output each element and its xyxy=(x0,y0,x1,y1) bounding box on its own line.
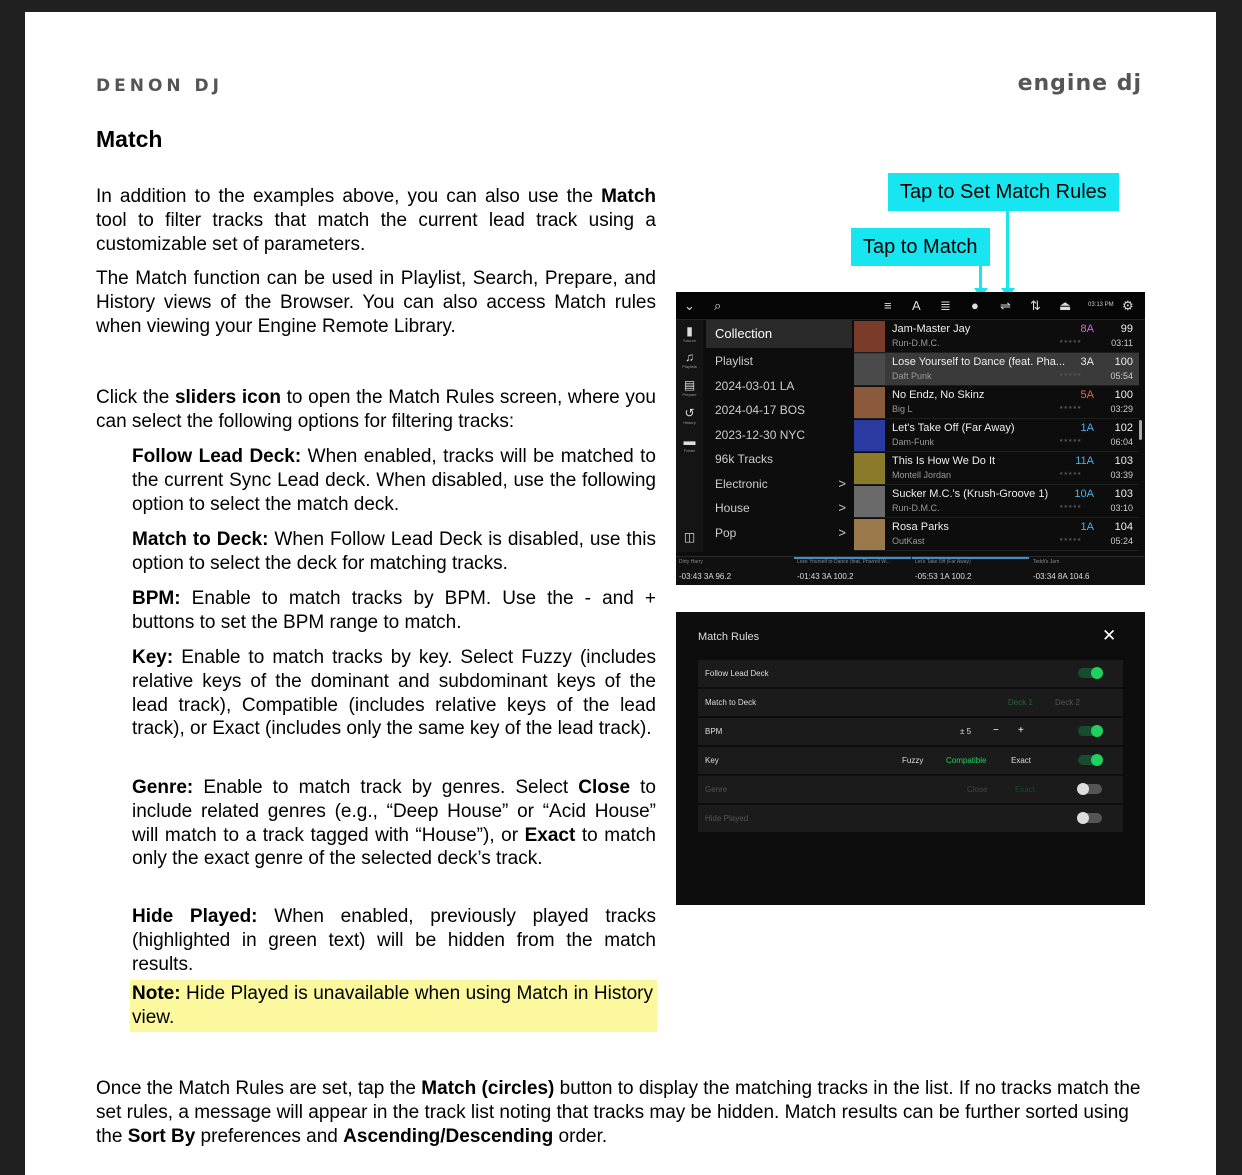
track-key: 1A xyxy=(1080,521,1094,533)
track-artist: Dam-Funk xyxy=(892,437,935,447)
arrow-match xyxy=(979,266,982,289)
callout-set-match-rules: Tap to Set Match Rules xyxy=(888,173,1119,211)
playlist-list xyxy=(706,320,852,552)
playlist-item[interactable]: Collection xyxy=(706,320,852,348)
deck-info: -03:34 8A 104.6 xyxy=(1033,572,1090,581)
clock: 03:13 PM xyxy=(1088,302,1114,308)
bpm-minus-button[interactable]: − xyxy=(993,725,999,736)
edit-list-icon[interactable]: ≡ xyxy=(884,298,892,313)
key-compatible-option[interactable]: Compatible xyxy=(946,756,987,765)
track-row[interactable] xyxy=(854,353,1139,386)
match-rules-screenshot xyxy=(676,612,1145,905)
rating-stars: ★★★★★ xyxy=(1059,372,1082,378)
match-rules-title: Match Rules xyxy=(698,631,760,643)
track-artist: Daft Punk xyxy=(892,371,932,381)
chevron-right-icon: > xyxy=(838,500,846,515)
deck-track-name: Teddi's Jam xyxy=(1033,559,1060,565)
sliders-icon[interactable]: ⇌ xyxy=(1000,298,1011,313)
queue-icon[interactable]: ≣ xyxy=(940,298,951,313)
manual-page xyxy=(25,12,1216,1175)
sidebar-source[interactable]: ▮ Source xyxy=(676,324,703,343)
history-icon: ↺ xyxy=(684,406,695,420)
hide-played-toggle[interactable] xyxy=(1078,813,1102,823)
row-key: Key Fuzzy Compatible Exact xyxy=(698,747,1123,774)
track-time: 03:39 xyxy=(1110,470,1133,480)
row-genre: Genre Close Exact xyxy=(698,776,1123,803)
track-artist: Big L xyxy=(892,404,913,414)
option-key: Key: Enable to match tracks by key. Select Fuzzy (includes relative keys of the dominant and subdominant keys of the lead track), Compatible (includes relative keys of the lead track), or Exact (includes only the same key of the lead track). xyxy=(132,647,656,740)
source-icon: ▮ xyxy=(686,324,693,338)
panel-icon: ◫ xyxy=(683,530,696,544)
note-highlight: Note: Hide Played is unavailable when using Match in History view. xyxy=(130,980,657,1032)
track-title: No Endz, No Skinz xyxy=(892,389,985,401)
rating-stars: ★★★★★ xyxy=(1059,504,1082,510)
rating-stars: ★★★★★ xyxy=(1059,438,1082,444)
deck-track-name: Dirty Harry xyxy=(679,559,703,565)
genre-exact-option[interactable]: Exact xyxy=(1015,785,1036,794)
sidebar-playlists[interactable]: ♫ Playlists xyxy=(676,350,703,369)
track-time: 03:10 xyxy=(1110,503,1133,513)
playlist-item[interactable]: 2023-12-30 NYC xyxy=(715,428,806,442)
deck-1[interactable] xyxy=(676,557,793,585)
deck-3[interactable] xyxy=(912,557,1029,585)
rating-stars: ★★★★★ xyxy=(1059,471,1082,477)
key-exact-option[interactable]: Exact xyxy=(1011,756,1032,765)
deck-strip xyxy=(676,556,1145,585)
key-fuzzy-option[interactable]: Fuzzy xyxy=(902,756,924,765)
sidebar-history[interactable]: ↺ History xyxy=(676,406,703,425)
track-artist: Montell Jordan xyxy=(892,470,952,480)
track-bpm: 99 xyxy=(1120,323,1133,335)
track-bpm: 103 xyxy=(1114,488,1133,500)
collapse-icon[interactable]: ⌄ xyxy=(684,298,695,313)
browser-toolbar xyxy=(676,292,1145,320)
gear-icon[interactable]: ⚙ xyxy=(1122,298,1134,313)
deck-info: -01:43 3A 100.2 xyxy=(797,572,854,581)
option-bpm: BPM: Enable to match tracks by BPM. Use the - and + buttons to set the BPM range to match. xyxy=(132,588,656,633)
denon-dj-logo: DENON DJ xyxy=(96,76,223,96)
playlist-item[interactable]: 2024-04-17 BOS xyxy=(715,403,806,417)
track-list xyxy=(854,320,1139,552)
track-key: 1A xyxy=(1080,422,1094,434)
row-hide-played: Hide Played xyxy=(698,805,1123,832)
deck-2[interactable] xyxy=(794,557,911,585)
genre-toggle[interactable] xyxy=(1078,784,1102,794)
follow-lead-deck-toggle[interactable] xyxy=(1078,668,1102,678)
folder-icon: ▬ xyxy=(683,434,696,448)
option-match-to-deck: Match to Deck: When Follow Lead Deck is disabled, use this option to select the deck for matching tracks. xyxy=(132,529,656,574)
engine-dj-logo: engine dj xyxy=(1017,71,1142,96)
track-title: Let's Take Off (Far Away) xyxy=(892,422,1015,434)
album-art xyxy=(854,387,885,418)
chevron-right-icon: > xyxy=(838,525,846,540)
track-row[interactable] xyxy=(854,518,1139,551)
browser-sidebar xyxy=(676,320,703,552)
search-icon[interactable]: ⌕ xyxy=(714,298,722,313)
deck-info: -03:43 3A 96.2 xyxy=(679,572,732,581)
album-art xyxy=(854,519,885,550)
track-key: 11A xyxy=(1075,455,1094,467)
chevron-right-icon: > xyxy=(838,476,846,491)
closing-paragraph: Once the Match Rules are set, tap the Match (circles) button to display the matching tracks in the list. If no tracks match the set rules, a message will appear in the track list noting that tracks may be hidden. Match results can be further sorted using the Sort By preferences and Ascending/Descending order. xyxy=(96,1078,1141,1147)
album-art xyxy=(854,453,885,484)
playlist-item[interactable]: 96k Tracks xyxy=(715,452,774,466)
playlist-item[interactable]: House > xyxy=(706,496,852,520)
rating-stars: ★★★★★ xyxy=(1059,537,1082,543)
deck-track-name: Lose Yourself to Dance (feat. Pharrell W... xyxy=(797,559,890,565)
track-bpm: 100 xyxy=(1114,389,1133,401)
track-row[interactable] xyxy=(854,419,1139,452)
track-title: This Is How We Do It xyxy=(892,455,996,467)
album-art xyxy=(854,486,885,517)
track-row[interactable] xyxy=(854,485,1139,518)
album-art xyxy=(854,321,885,352)
option-follow-lead-deck: Follow Lead Deck: When enabled, tracks will be matched to the current Sync Lead deck. When disabled, use the following option to select the match deck. xyxy=(132,446,656,515)
key-toggle[interactable] xyxy=(1078,755,1102,765)
track-artist: Run-D.M.C. xyxy=(892,503,940,513)
track-scrollbar[interactable] xyxy=(1139,420,1142,440)
rating-stars: ★★★★★ xyxy=(1059,339,1082,345)
intro-paragraph-3: Click the sliders icon to open the Match Rules screen, where you can select the following options for filtering tracks: xyxy=(96,387,656,432)
track-title: Lose Yourself to Dance (feat. Pha... xyxy=(892,356,1066,368)
track-time: 03:11 xyxy=(1111,338,1133,348)
deck-1-option[interactable]: Deck 1 xyxy=(1008,698,1033,707)
track-artist: Run-D.M.C. xyxy=(892,338,940,348)
row-match-to-deck: Match to Deck Deck 1 Deck 2 xyxy=(698,689,1123,716)
deck-4[interactable] xyxy=(1030,557,1145,585)
row-bpm: BPM ± 5 − + xyxy=(698,718,1123,745)
track-time: 05:54 xyxy=(1110,371,1133,381)
intro-paragraph-1: In addition to the examples above, you can also use the Match tool to filter tracks that match the current lead track using a customizable set of parameters. xyxy=(96,186,656,255)
bpm-toggle[interactable] xyxy=(1078,726,1102,736)
playlist-item[interactable]: Pop > xyxy=(706,521,852,545)
browser-screenshot xyxy=(676,292,1145,585)
album-art xyxy=(854,354,885,385)
track-bpm: 103 xyxy=(1114,455,1133,467)
sort-icon[interactable]: ⇅ xyxy=(1030,298,1041,313)
callout-tap-to-match: Tap to Match xyxy=(851,228,990,266)
track-key: 10A xyxy=(1074,488,1094,500)
track-row[interactable] xyxy=(854,386,1139,419)
bpm-plus-button[interactable]: + xyxy=(1018,725,1024,736)
sidebar-toggle[interactable] xyxy=(676,530,703,544)
track-title: Jam-Master Jay xyxy=(892,323,971,335)
arrow-set-rules xyxy=(1006,211,1009,289)
track-row[interactable] xyxy=(854,320,1139,353)
track-time: 05:24 xyxy=(1110,536,1133,546)
track-title: Sucker M.C.'s (Krush-Groove 1) xyxy=(892,488,1049,500)
track-key: 3A xyxy=(1080,356,1094,368)
option-hide-played: Hide Played: When enabled, previously played tracks (highlighted in green text) will be hidden from the match results. xyxy=(132,906,656,975)
deck-track-name: Let's Take Off (Far Away) xyxy=(915,559,971,565)
match-circles-icon[interactable]: ● xyxy=(971,298,979,313)
row-follow-lead-deck: Follow Lead Deck xyxy=(698,660,1123,687)
track-key: 5A xyxy=(1080,389,1094,401)
intro-paragraph-2: The Match function can be used in Playlist, Search, Prepare, and History views of the Browser. You can also access Match rules when viewing your Engine Remote Library. xyxy=(96,268,656,337)
genre-close-option[interactable]: Close xyxy=(967,785,988,794)
rating-stars: ★★★★★ xyxy=(1059,405,1082,411)
track-time: 03:29 xyxy=(1110,404,1133,414)
sidebar-folder[interactable]: ▬ Folder xyxy=(676,434,703,453)
playlist-item[interactable]: Playlist xyxy=(715,354,754,368)
track-artist: OutKast xyxy=(892,536,925,546)
track-row[interactable] xyxy=(854,452,1139,485)
playlist-item[interactable]: Electronic > xyxy=(706,472,852,496)
option-genre: Genre: Enable to match track by genres. Select Close to include related genres (e.g., “Deep House” or “Acid House” will match to a track tagged with “House”), or Exact to match only the exact genre of the selected deck’s track. xyxy=(132,777,657,870)
close-icon[interactable]: ✕ xyxy=(1102,626,1117,645)
font-size-icon[interactable]: A xyxy=(912,298,921,313)
track-bpm: 100 xyxy=(1114,356,1133,368)
track-key: 8A xyxy=(1080,323,1094,335)
album-art xyxy=(854,420,885,451)
page-title: Match xyxy=(96,126,163,152)
track-bpm: 102 xyxy=(1114,422,1133,434)
playlist-item[interactable]: 2024-03-01 LA xyxy=(715,379,795,393)
bpm-range-value: ± 5 xyxy=(960,727,972,736)
track-time: 06:04 xyxy=(1110,437,1133,447)
eject-icon[interactable]: ⏏ xyxy=(1059,298,1072,313)
deck-2-option[interactable]: Deck 2 xyxy=(1055,698,1080,707)
sidebar-prepare[interactable]: ▤ Prepare xyxy=(676,378,703,397)
deck-info: -05:53 1A 100.2 xyxy=(915,572,972,581)
track-title: Rosa Parks xyxy=(892,521,949,533)
music-note-icon: ♫ xyxy=(685,350,694,364)
track-bpm: 104 xyxy=(1114,521,1133,533)
prepare-icon: ▤ xyxy=(683,378,696,392)
